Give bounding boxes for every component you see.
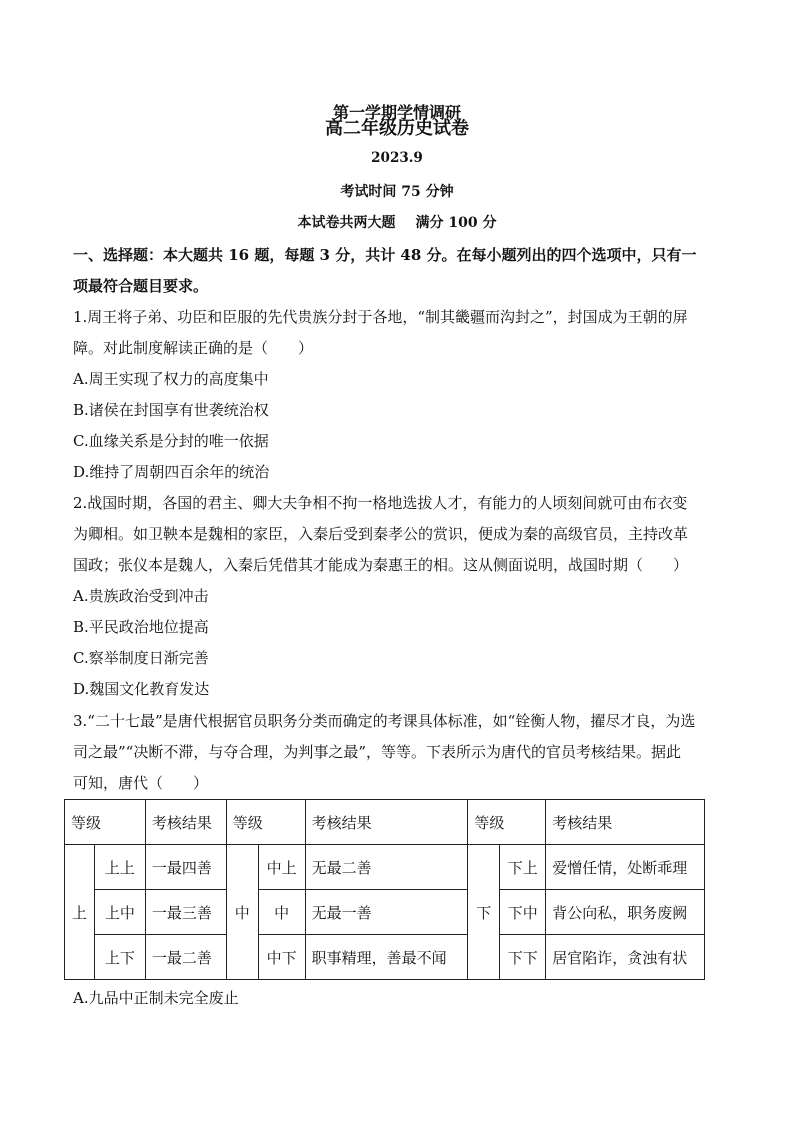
grade-result: 无最一善 (305, 890, 468, 935)
grade-group: 上 (65, 845, 95, 980)
grade-result: 居官陷诈，贪浊有状 (546, 935, 705, 980)
question1-option-d: D.维持了周朝四百余年的统治 (73, 463, 270, 481)
question1-stem-line2: 障。对此制度解读正确的是（ ） (73, 339, 314, 357)
grade-level: 上下 (94, 935, 145, 980)
table-row (65, 935, 705, 980)
grade-level: 上上 (94, 845, 145, 890)
table-header-row (65, 800, 705, 845)
grade-level: 中下 (258, 935, 305, 980)
section-heading-line2: 项最符合题目要求。 (73, 277, 209, 295)
grade-result: 一最三善 (145, 890, 226, 935)
grade-result: 职事精理，善最不闻 (305, 935, 468, 980)
table-row (65, 845, 705, 890)
header-result: 考核结果 (546, 800, 705, 845)
grade-level: 中上 (258, 845, 305, 890)
grade-result: 背公向私，职务废阙 (546, 890, 705, 935)
grade-result: 一最四善 (145, 845, 226, 890)
exam-duration: 考试时间 75 分钟 (340, 184, 454, 200)
grade-group: 下 (468, 845, 500, 980)
header-grade: 等级 (468, 800, 546, 845)
exam-structure: 本试卷共两大题 (297, 215, 396, 231)
grade-result: 一最二善 (145, 935, 226, 980)
grade-result: 无最二善 (305, 845, 468, 890)
grade-level: 上中 (94, 890, 145, 935)
header-grade: 等级 (65, 800, 146, 845)
exam-full-score: 满分 100 分 (415, 215, 497, 231)
question2-option-a: A.贵族政治受到冲击 (73, 587, 209, 605)
grade-level: 下中 (500, 890, 546, 935)
question1-option-c: C.血缘关系是分封的唯一依据 (73, 432, 269, 450)
exam-title-term: 第一学期学情调研 (332, 103, 461, 122)
grade-group: 中 (226, 845, 258, 980)
question3-stem-line1: 3.“二十七最”是唐代根据官员职务分类而确定的考课具体标准，如“铨衡人物，擢尽才良，为选 (73, 712, 696, 730)
question1-option-a: A.周王实现了权力的高度集中 (73, 370, 269, 388)
grade-level: 下上 (500, 845, 546, 890)
question2-option-d: D.魏国文化教育发达 (73, 680, 210, 698)
header-result: 考核结果 (305, 800, 468, 845)
grade-level: 下下 (500, 935, 546, 980)
question1-option-b: B.诸侯在封国享有世袭统治权 (73, 401, 269, 419)
question2-option-c: C.察举制度日渐完善 (73, 649, 209, 667)
question2-stem-line1: 2.战国时期，各国的君主、卿大夫争相不拘一格地选拔人才，有能力的人顷刻间就可由布衣变 (73, 494, 688, 512)
question3-stem-line3: 可知，唐代（ ） (73, 774, 209, 792)
grade-level: 中 (258, 890, 305, 935)
header-grade: 等级 (226, 800, 305, 845)
table-row (65, 890, 705, 935)
question3-option-a: A.九品中正制未完全废止 (73, 989, 239, 1007)
section-heading-line1: 一、选择题：本大题共 16 题，每题 3 分，共计 48 分。在每小题列出的四个选项中，只有一 (73, 246, 697, 264)
question2-stem-line3: 国政；张仪本是魏人，入秦后凭借其才能成为秦惠王的相。这从侧面说明，战国时期（ ） (73, 556, 689, 574)
question2-stem-line2: 为卿相。如卫鞅本是魏相的家臣，入秦后受到秦孝公的赏识，便成为秦的高级官员，主持改革 (73, 525, 689, 543)
question2-option-b: B.平民政治地位提高 (73, 618, 209, 636)
question3-stem-line2: 司之最”“决断不滞，与夺合理，为判事之最”，等等。下表所示为唐代的官员考核结果。据此 (73, 743, 682, 761)
exam-title-subject: 高二年级历史试卷 (325, 118, 469, 139)
question1-stem-line1: 1.周王将子弟、功臣和臣服的先代贵族分封于各地，“制其畿疆而沟封之”，封国成为王朝的屏 (73, 308, 688, 326)
header-result: 考核结果 (145, 800, 226, 845)
official-evaluation-table (64, 799, 705, 980)
grade-result: 爱憎任情，处断乖理 (546, 845, 705, 890)
exam-date: 2023.9 (371, 150, 423, 166)
exam-info (0, 212, 794, 232)
